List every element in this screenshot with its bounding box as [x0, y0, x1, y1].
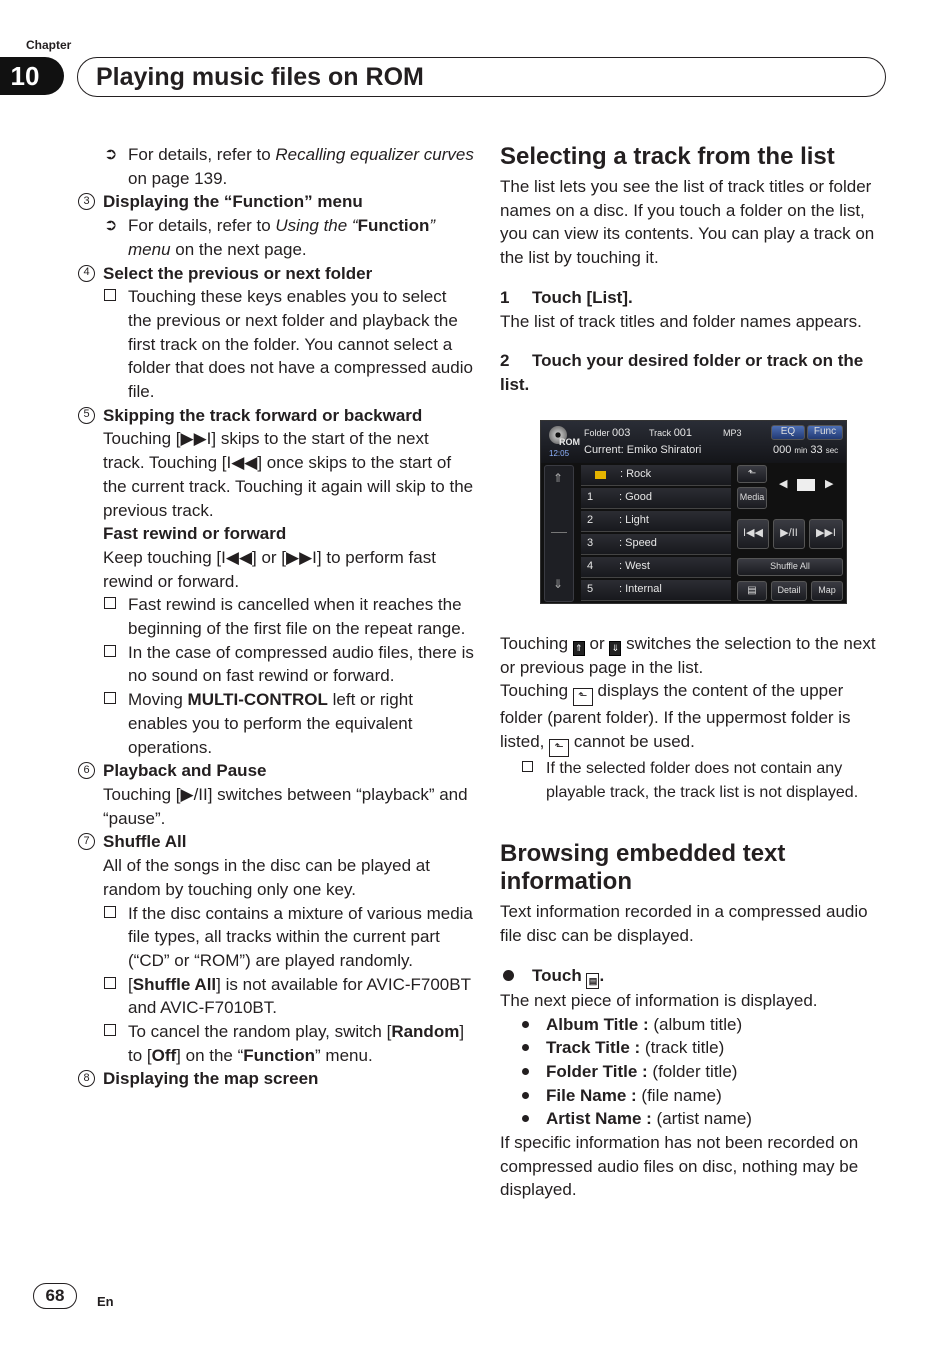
item-5-text: Touching [▶▶I] skips to the start of the next track. Touching [I◀◀] once skips to the start of the current track. Touching it again will skip to the previous track.: [103, 429, 474, 520]
language-label: En: [97, 1294, 114, 1309]
checkbox-icon: [104, 289, 116, 301]
note: Fast rewind is cancelled when it reaches the beginning of the first file on the repeat range.: [74, 593, 474, 640]
circled-number: 7: [78, 833, 95, 850]
time-readout: 000 min 33 sec: [773, 443, 839, 456]
info-list-item: Track Title : (track title): [500, 1036, 890, 1060]
circled-number: 4: [78, 265, 95, 282]
paragraph: All of the songs in the disc can be played at random by touching only one key.: [103, 856, 430, 899]
list-item[interactable]: 1 : Good: [581, 488, 731, 509]
detail-button[interactable]: Detail: [771, 581, 807, 601]
info-list-item: File Name : (file name): [500, 1084, 890, 1108]
paragraph: Touching [▶/II] switches between “playback” and “pause”.: [103, 784, 468, 828]
bullet: [522, 1044, 529, 1051]
checkbox-icon: [104, 1024, 116, 1036]
page-up-icon[interactable]: ⇑: [553, 470, 564, 485]
item-8: 8 Displaying the map screen: [74, 1067, 474, 1091]
checkbox-icon: [104, 597, 116, 609]
item-6: 6 Playback and Pause: [74, 759, 474, 783]
item-7: 7 Shuffle All: [74, 830, 474, 854]
folder-icon: [595, 471, 606, 479]
arrow-icon: ➲: [104, 217, 118, 235]
paragraph: The list of track titles and folder names appears.: [500, 311, 862, 331]
rom-label: ROM: [559, 436, 580, 447]
paragraph: Touching ⇑ or ⇓ switches the selection to the next or previous page in the list.: [500, 633, 876, 677]
touch-instruction: Touch ▤ .: [500, 964, 890, 989]
paragraph: If specific information has not been recorded on compressed audio files on disc, nothing may be displayed.: [500, 1133, 859, 1200]
next-track-button[interactable]: ▶▶I: [809, 519, 843, 549]
chapter-label: Chapter: [26, 38, 72, 52]
checkbox-icon: [104, 645, 116, 657]
eq-button[interactable]: EQ: [771, 425, 805, 440]
checkbox-icon: [104, 692, 116, 704]
func-button[interactable]: Func: [807, 425, 843, 440]
step-1: 1 Touch [List].: [500, 287, 633, 307]
right-column: [500, 143, 890, 1202]
shuffle-all-button[interactable]: Shuffle All: [737, 558, 843, 576]
section-heading: Browsing embedded text information: [500, 840, 786, 896]
circled-number: 3: [78, 193, 95, 210]
text-info-button[interactable]: ▤: [737, 581, 767, 601]
left-column: [74, 143, 474, 1091]
scroll-bar[interactable]: [544, 465, 574, 602]
list-item[interactable]: 5 : Internal: [581, 580, 731, 601]
scroll-divider: [551, 532, 567, 533]
bullet-dot: [503, 970, 514, 981]
item-5: 5 Skipping the track forward or backward: [74, 404, 474, 428]
paragraph: Keep touching [I◀◀] or [▶▶I] to perform fast rewind or forward.: [103, 547, 436, 591]
section-heading: Selecting a track from the list: [500, 143, 835, 170]
previous-track-button[interactable]: I◀◀: [737, 519, 769, 549]
chapter-number: 10: [0, 57, 64, 95]
paragraph: The next piece of information is displayed.: [500, 990, 818, 1010]
bullet: [522, 1092, 529, 1099]
folder-prev-icon[interactable]: ◀: [779, 477, 788, 490]
page-number: 68: [33, 1283, 77, 1309]
bullet: [522, 1068, 529, 1075]
format-label: MP3: [723, 427, 742, 438]
reference-line: ➲ For details, refer to Recalling equalizer curves on page 139.: [104, 145, 474, 188]
parent-folder-button[interactable]: ⬑: [737, 465, 767, 483]
note: If the disc contains a mixture of various media file types, all tracks within the current part (“CD” or “ROM”) are played randomly.: [74, 902, 474, 973]
folder-select-icon: [797, 479, 815, 491]
list-item-folder[interactable]: : Rock: [581, 465, 731, 486]
folder-label: Folder 003: [584, 426, 631, 439]
item-4: 4 Select the previous or next folder: [74, 262, 474, 286]
bullet: [522, 1115, 529, 1122]
text-info-icon: ▤: [586, 973, 599, 989]
checkbox-icon: [104, 906, 116, 918]
device-screen-image: [540, 420, 847, 604]
note: [Shuffle All] is not available for AVIC-F700BT and AVIC-F7010BT.: [74, 973, 474, 1020]
note: Touching these keys enables you to select the previous or next folder and playback the first track on the folder. You cannot select a folder that does not have a compressed audio file.: [74, 285, 474, 404]
subheading: Fast rewind or forward: [103, 524, 287, 544]
reference-line: ➲ For details, refer to Using the “Function” menu on the next page.: [104, 216, 436, 259]
circled-number: 8: [78, 1070, 95, 1087]
track-label: Track 001: [649, 426, 693, 439]
play-pause-button[interactable]: ▶/II: [773, 519, 805, 549]
circled-number: 6: [78, 762, 95, 779]
page-down-icon[interactable]: ⇓: [553, 576, 564, 591]
paragraph: Touching ⬑ displays the content of the upper folder (parent folder). If the uppermost folder is listed, ⬑ cannot be used.: [500, 679, 890, 757]
info-list-item: Artist Name : (artist name): [500, 1107, 890, 1131]
paragraph: The list lets you see the list of track titles or folder names on a disc. If you touch a folder on the list, you can view its contents. You can play a track on the list by touching it.: [500, 177, 875, 268]
note: In the case of compressed audio files, there is no sound on fast rewind or forward.: [74, 641, 474, 688]
arrow-icon: ➲: [104, 146, 118, 163]
note: If the selected folder does not contain any playable track, the track list is not displayed.: [500, 757, 890, 804]
current-label: Current: Emiko Shiratori: [584, 443, 702, 456]
info-list-item: Album Title : (album title): [500, 1013, 890, 1037]
list-item[interactable]: 3 : Speed: [581, 534, 731, 555]
step-2: 2 Touch your desired folder or track on the list.: [500, 351, 864, 394]
parent-folder-icon: ⬑: [549, 739, 569, 757]
page-title: Playing music files on ROM: [77, 57, 886, 97]
note: To cancel the random play, switch [Random] to [Off] on the “Function” menu.: [74, 1020, 474, 1067]
item-3: 3 Displaying the “Function” menu: [74, 190, 474, 214]
list-item[interactable]: 2 : Light: [581, 511, 731, 532]
bullet: [522, 1021, 529, 1028]
media-button[interactable]: Media: [737, 487, 767, 509]
checkbox-icon: [522, 761, 533, 772]
checkbox-icon: [104, 977, 116, 989]
note: Moving MULTI-CONTROL left or right enables you to perform the equivalent operations.: [74, 688, 474, 759]
paragraph: Text information recorded in a compressed audio file disc can be displayed.: [500, 902, 868, 946]
page-down-icon: ⇓: [609, 641, 621, 656]
list-item[interactable]: 4 : West: [581, 557, 731, 578]
clock: 12:05: [549, 448, 570, 458]
map-button[interactable]: Map: [811, 581, 843, 601]
page-up-icon: ⇑: [573, 641, 585, 656]
info-list-item: Folder Title : (folder title): [500, 1060, 890, 1084]
parent-folder-icon: ⬑: [573, 688, 593, 706]
folder-next-icon[interactable]: ▶: [825, 477, 834, 490]
circled-number: 5: [78, 407, 95, 424]
